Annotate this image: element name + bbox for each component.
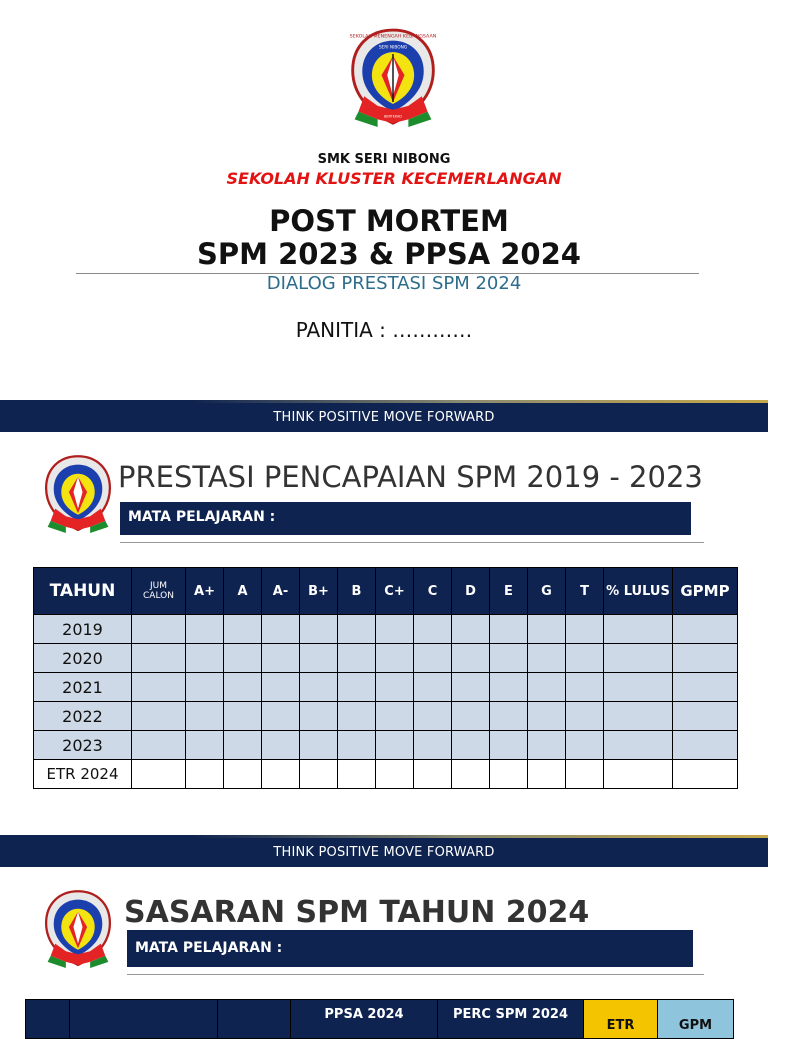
table-cell <box>673 702 738 731</box>
table-cell <box>604 731 673 760</box>
banner-accent-stripe <box>0 835 768 838</box>
table-cell <box>452 673 490 702</box>
table-cell <box>224 702 262 731</box>
table-cell <box>262 644 300 673</box>
cluster-tagline: SEKOLAH KLUSTER KECEMERLANGAN <box>226 169 562 188</box>
table-cell <box>300 760 338 789</box>
table-cell <box>186 760 224 789</box>
table-cell <box>376 760 414 789</box>
table-cell <box>186 673 224 702</box>
table-cell <box>376 673 414 702</box>
table-cell <box>604 644 673 673</box>
header-tahun: TAHUN <box>34 568 132 615</box>
header-d: D <box>452 568 490 615</box>
row-year-label: 2021 <box>34 673 132 702</box>
table-cell <box>566 644 604 673</box>
table-cell <box>490 760 528 789</box>
header-b: B <box>338 568 376 615</box>
title-line-2: SPM 2023 & PPSA 2024 <box>197 237 581 271</box>
table-cell <box>414 760 452 789</box>
slide-footer-banner <box>0 400 768 432</box>
table-cell <box>262 760 300 789</box>
header-t: T <box>566 568 604 615</box>
row-year-label: 2019 <box>34 615 132 644</box>
table-cell <box>132 731 186 760</box>
table-cell <box>262 673 300 702</box>
school-crest-logo <box>40 454 116 536</box>
header-lulus: % LULUS <box>604 568 673 615</box>
table-cell <box>224 731 262 760</box>
table-cell <box>262 702 300 731</box>
header-b-plus: B+ <box>300 568 338 615</box>
table-cell <box>452 731 490 760</box>
slide-title: PRESTASI PENCAPAIAN SPM 2019 - 2023 <box>118 460 703 494</box>
table-cell <box>452 760 490 789</box>
table-cell <box>338 615 376 644</box>
table-cell <box>338 731 376 760</box>
crest-ribbon-text: BERTEKAD <box>384 114 402 119</box>
row-year-label: ETR 2024 <box>34 760 132 789</box>
results-slide <box>0 432 768 802</box>
header-gpmp: GPMP <box>673 568 738 615</box>
panitia-label: PANITIA : ………… <box>295 318 473 342</box>
target-slide <box>0 867 768 1033</box>
table-cell <box>490 644 528 673</box>
header-ppsa-2024: PPSA 2024 <box>290 999 438 1039</box>
table-cell <box>566 731 604 760</box>
header-c-plus: C+ <box>376 568 414 615</box>
table-cell <box>338 760 376 789</box>
header-e: E <box>490 568 528 615</box>
table-cell <box>452 702 490 731</box>
table-cell <box>566 702 604 731</box>
banner-text: THINK POSITIVE MOVE FORWARD <box>273 410 495 425</box>
table-row <box>34 731 738 760</box>
table-cell <box>673 615 738 644</box>
row-year-label: 2022 <box>34 702 132 731</box>
table-cell <box>414 731 452 760</box>
table-cell <box>528 702 566 731</box>
table-row <box>34 760 738 789</box>
school-crest-logo <box>345 27 441 131</box>
header-g: G <box>528 568 566 615</box>
table-cell <box>673 673 738 702</box>
header-a: A <box>224 568 262 615</box>
table-cell <box>186 731 224 760</box>
slide-footer-banner <box>0 835 768 867</box>
row-year-label: 2023 <box>34 731 132 760</box>
table-cell <box>262 731 300 760</box>
title-slide <box>0 0 768 400</box>
table-cell <box>566 673 604 702</box>
table-cell <box>673 644 738 673</box>
header-etr: ETR <box>583 999 658 1039</box>
table-cell <box>673 760 738 789</box>
table-cell <box>528 644 566 673</box>
target-header-cell <box>69 999 218 1039</box>
post-mortem-title <box>0 205 778 271</box>
header-perc-spm-2024: PERC SPM 2024 <box>437 999 584 1039</box>
table-cell <box>376 615 414 644</box>
table-cell <box>604 760 673 789</box>
table-cell <box>224 760 262 789</box>
table-cell <box>528 731 566 760</box>
table-cell <box>132 702 186 731</box>
header-jum: JUM <box>149 581 167 591</box>
table-cell <box>452 644 490 673</box>
table-cell <box>224 615 262 644</box>
table-cell <box>414 644 452 673</box>
table-cell <box>414 673 452 702</box>
table-cell <box>338 673 376 702</box>
table-cell <box>300 731 338 760</box>
table-cell <box>414 615 452 644</box>
header-calon: CALON <box>143 591 174 601</box>
table-cell <box>490 702 528 731</box>
table-cell <box>566 760 604 789</box>
table-cell <box>376 644 414 673</box>
title-line-1: POST MORTEM <box>269 204 509 238</box>
table-cell <box>300 644 338 673</box>
header-a-plus: A+ <box>186 568 224 615</box>
school-crest-logo <box>40 889 116 971</box>
table-cell <box>376 702 414 731</box>
header-c: C <box>414 568 452 615</box>
crest-top-text: SEKOLAH MENENGAH KEBANGSAAN <box>349 34 437 40</box>
table-cell <box>132 615 186 644</box>
table-cell <box>566 615 604 644</box>
header-jum-calon <box>132 568 186 615</box>
table-cell <box>376 731 414 760</box>
table-cell <box>300 702 338 731</box>
table-cell <box>490 731 528 760</box>
table-cell <box>490 673 528 702</box>
dialog-subtitle: DIALOG PRESTASI SPM 2024 <box>266 273 522 294</box>
title-underline <box>127 974 704 975</box>
table-cell <box>132 644 186 673</box>
header-gpm: GPM <box>657 999 734 1039</box>
table-cell <box>186 615 224 644</box>
table-cell <box>186 644 224 673</box>
table-cell <box>528 615 566 644</box>
table-cell <box>132 673 186 702</box>
target-header-cell <box>217 999 291 1039</box>
table-cell <box>224 673 262 702</box>
table-row <box>34 702 738 731</box>
table-cell <box>414 702 452 731</box>
table-cell <box>300 615 338 644</box>
banner-text: THINK POSITIVE MOVE FORWARD <box>273 845 495 860</box>
results-table <box>33 567 738 789</box>
slide-title: SASARAN SPM TAHUN 2024 <box>124 895 590 930</box>
table-cell <box>186 702 224 731</box>
table-cell <box>338 644 376 673</box>
school-name: SMK SERI NIBONG <box>317 152 451 167</box>
table-row <box>34 673 738 702</box>
header-a-minus: A- <box>262 568 300 615</box>
table-cell <box>528 760 566 789</box>
table-cell <box>338 702 376 731</box>
table-cell <box>452 615 490 644</box>
table-cell <box>604 615 673 644</box>
table-cell <box>604 673 673 702</box>
row-year-label: 2020 <box>34 644 132 673</box>
table-row <box>34 615 738 644</box>
table-cell <box>490 615 528 644</box>
banner-accent-stripe <box>0 400 768 403</box>
mata-pelajaran-bar: MATA PELAJARAN : <box>120 502 691 535</box>
table-cell <box>604 702 673 731</box>
table-header-row <box>34 568 738 615</box>
table-cell <box>528 673 566 702</box>
table-cell <box>262 615 300 644</box>
table-cell <box>224 644 262 673</box>
table-row <box>34 644 738 673</box>
title-underline <box>120 542 704 543</box>
table-cell <box>673 731 738 760</box>
table-cell <box>300 673 338 702</box>
mata-pelajaran-bar: MATA PELAJARAN : <box>127 930 693 967</box>
crest-inner-text: SERI NIBONG <box>378 45 408 51</box>
target-header-cell <box>25 999 70 1039</box>
table-cell <box>132 760 186 789</box>
